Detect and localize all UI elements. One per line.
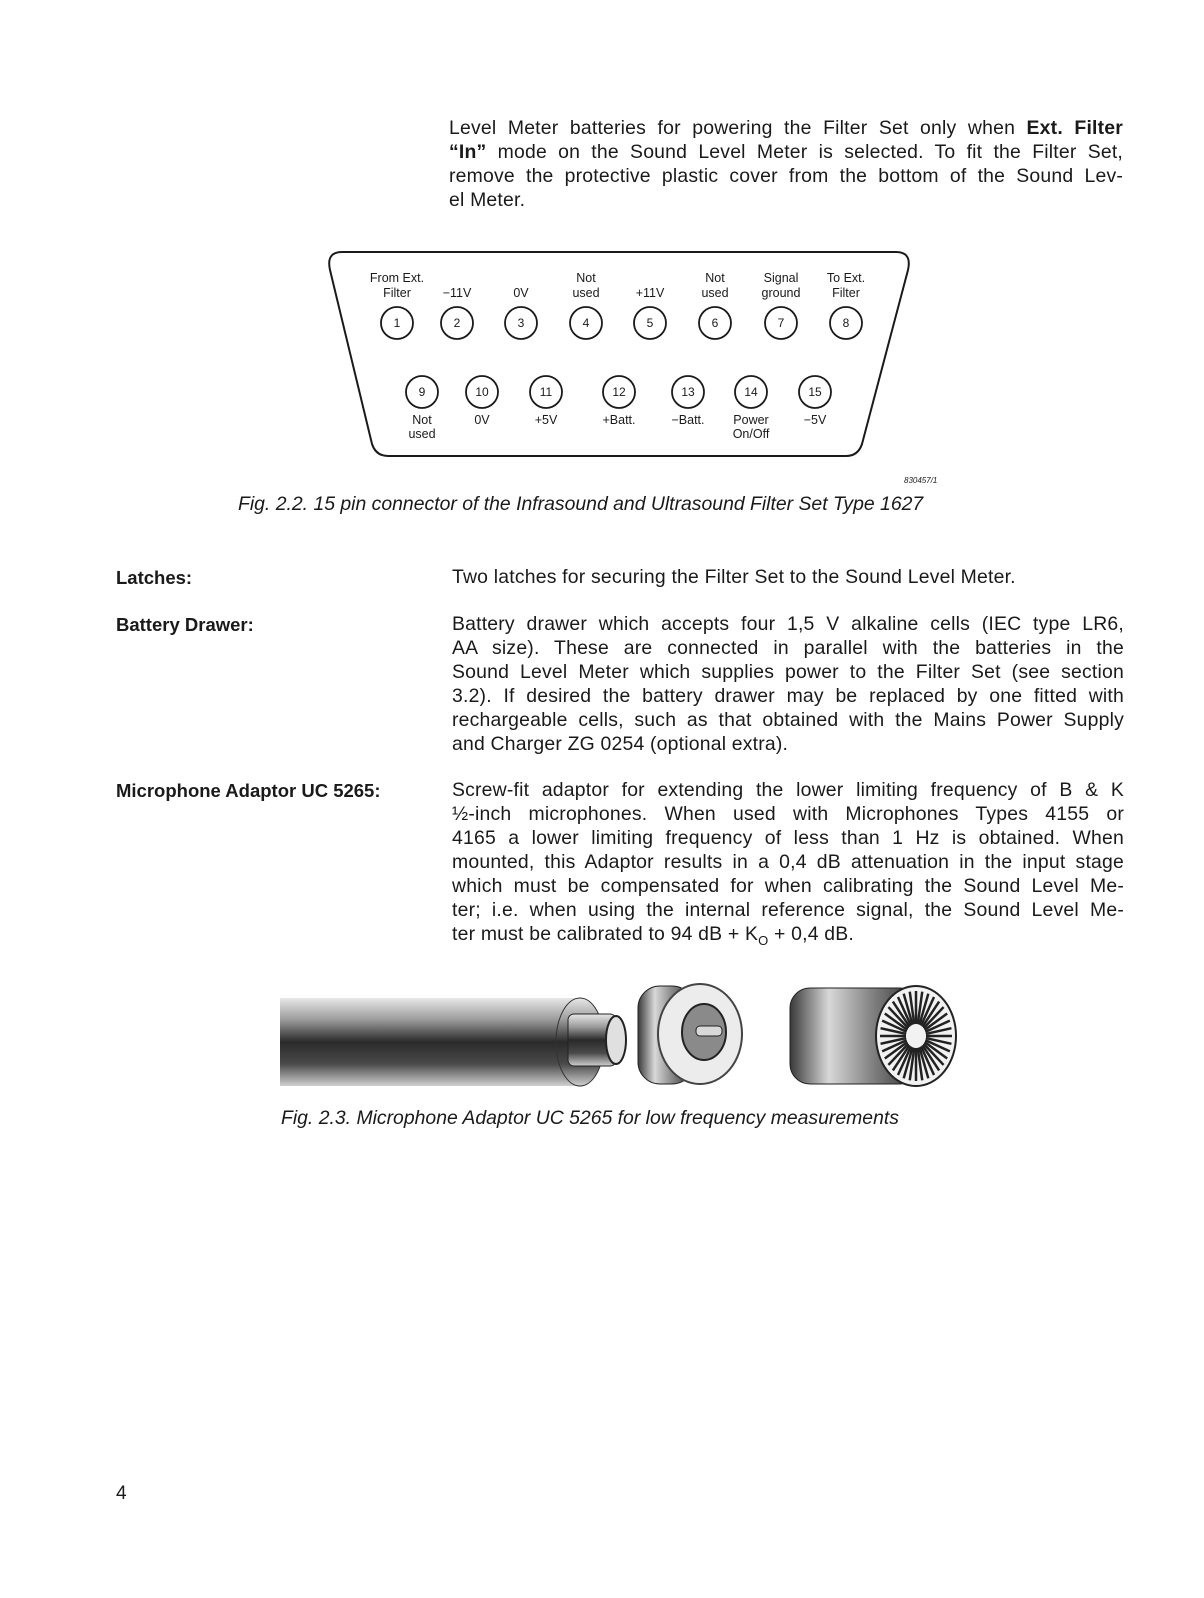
formula-text: ter must be calibrated to 94 dB + K [452,923,759,945]
desc-line: which must be compensated for when calibrating the Sound Level Me- [452,875,1124,897]
intro-text: Level Meter batteries for powering the Filter Set only when [449,117,1027,139]
desc-line: Two latches for securing the Filter Set to the Sound Level Meter. [452,566,1016,588]
pin-9-label: used [408,427,436,441]
desc-line: AA size). These are connected in parallel with the batteries in the [452,637,1124,659]
pin-1-label: From Ext. [369,271,425,285]
desc-line: rechargeable cells, such as that obtained with the Mains Power Supply [452,709,1124,731]
desc-line: Sound Level Meter which supplies power to the Filter Set (see section [452,661,1124,683]
pin-2-number: 2 [453,316,461,330]
pin-9-number: 9 [418,385,426,399]
intro-bold-ext-filter: Ext. Filter [1026,117,1124,139]
fig22-caption: Fig. 2.2. 15 pin connector of the Infrasound and Ultrasound Filter Set Type 1627 [238,493,924,515]
pin-1-label: Filter [383,286,411,300]
pin-3-number: 3 [517,316,525,330]
pin-12-label: +Batt. [602,413,636,427]
formula-subscript: O [758,932,769,948]
desc-line: mounted, this Adaptor results in a 0,4 dB attenuation in the input stage [452,851,1124,873]
intro-line-4: el Meter. [449,189,526,211]
pin-8-label: To Ext. [826,271,866,285]
desc-line: and Charger ZG 0254 (optional extra). [452,733,789,755]
desc-latches [452,565,1124,589]
pin-8-label: Filter [832,286,860,300]
pin-9-label: Not [412,413,432,427]
pin-4-number: 4 [582,316,590,330]
term-battery-drawer: Battery Drawer: [116,614,254,635]
desc-microphone-adaptor [452,778,1124,953]
pin-12-number: 12 [612,385,626,399]
term-latches: Latches: [116,567,193,588]
pin-3-label: 0V [513,286,529,300]
desc-line: Battery drawer which accepts four 1,5 V alkaline cells (IEC type LR6, [452,613,1124,635]
pin-10-label: 0V [474,413,490,427]
pin-7-label: ground [761,286,801,300]
pin-2-label: −11V [442,286,472,300]
pin-14-label: On/Off [732,427,770,441]
pin-15-number: 15 [808,385,822,399]
desc-line: ½-inch microphones. When used with Microphones Types 4155 or [452,803,1124,825]
pin-11-label: +5V [534,413,558,427]
intro-bold-in: “In” [449,141,487,163]
desc-battery-drawer [452,612,1124,756]
desc-line: Screw-fit adaptor for extending the lower limiting frequency of B & K [452,779,1124,801]
pin-13-label: −Batt. [671,413,705,427]
intro-text: mode on the Sound Level Meter is selected. To fit the Filter Set, [486,141,1123,163]
pin-7-label: Signal [763,271,799,285]
intro-line-3: remove the protective plastic cover from the bottom of the Sound Lev- [449,165,1123,187]
pin-5-number: 5 [646,316,654,330]
pin-7-number: 7 [777,316,785,330]
pin-5-label: +11V [635,286,665,300]
pin-14-number: 14 [744,385,758,399]
formula-text: + 0,4 dB. [768,923,854,945]
page-number: 4 [116,1483,127,1504]
pin-4-label: Not [576,271,596,285]
desc-line: 3.2). If desired the battery drawer may be replaced by one fitted with [452,685,1124,707]
pin-11-number: 11 [539,385,553,399]
desc-line-formula [452,922,1124,953]
microphone-pin [606,1016,626,1064]
connector-diagram [320,246,920,466]
pin-6-number: 6 [711,316,719,330]
desc-line: ter; i.e. when using the internal reference signal, the Sound Level Me- [452,899,1124,921]
adaptor-photo [280,978,970,1092]
pin-14-label: Power [733,413,769,427]
pin-6-label: used [701,286,729,300]
intro-line-2 [449,140,1123,164]
intro-paragraph [449,116,1123,212]
desc-line: 4165 a lower limiting frequency of less than 1 Hz is obtained. When [452,827,1124,849]
figure-ref-code: 830457/1 [904,476,938,485]
term-microphone-adaptor: Microphone Adaptor UC 5265: [116,780,381,801]
intro-line-1 [449,116,1123,140]
pin-4-label: used [572,286,600,300]
pin-8-number: 8 [842,316,850,330]
pin-6-label: Not [705,271,725,285]
pin-13-number: 13 [681,385,695,399]
fig23-caption: Fig. 2.3. Microphone Adaptor UC 5265 for low frequency measurements [281,1107,899,1129]
pin-1-number: 1 [393,316,401,330]
pin-10-number: 10 [475,385,489,399]
microphone-body [280,998,580,1086]
pin-15-label: −5V [803,413,827,427]
adaptor-pin [696,1026,722,1036]
